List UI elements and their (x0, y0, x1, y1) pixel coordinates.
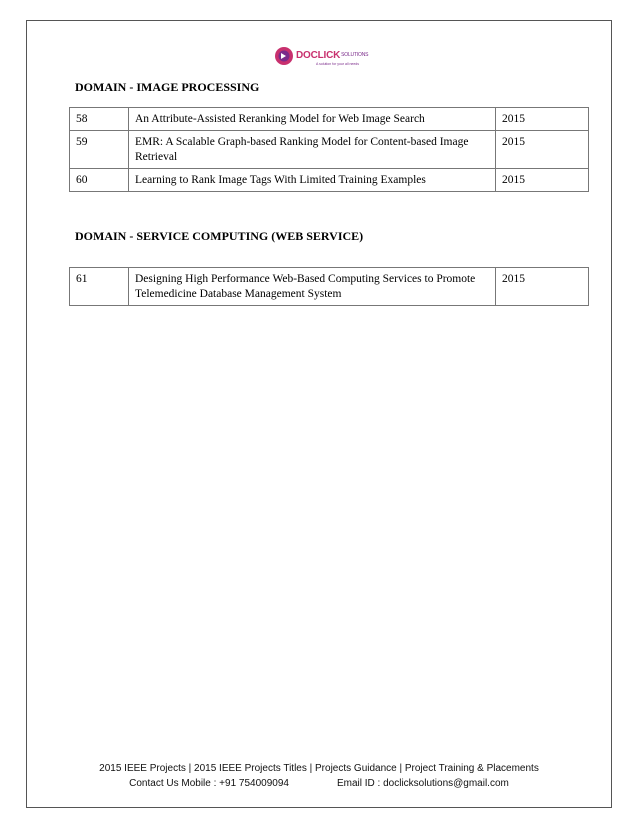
project-year: 2015 (496, 108, 589, 131)
table-row (70, 268, 589, 306)
footer-email: Email ID : doclicksolutions@gmail.com (336, 778, 509, 789)
project-table (69, 267, 589, 306)
doclick-logo-icon (274, 46, 294, 66)
table-row (70, 169, 589, 192)
footer-mobile: Contact Us Mobile : +91 754009094 (129, 778, 289, 789)
project-year: 2015 (496, 268, 589, 306)
footer-links: 2015 IEEE Projects | 2015 IEEE Projects Titles | Projects Guidance | Project Training & Placements (99, 763, 539, 774)
project-title: EMR: A Scalable Graph-based Ranking Model for Content-based Image Retrieval (129, 131, 496, 169)
section-heading: DOMAIN - IMAGE PROCESSING (75, 80, 260, 94)
project-number: 58 (70, 108, 129, 131)
project-title: Learning to Rank Image Tags With Limited Training Examples (129, 169, 496, 192)
logo-brand: $DOCLICK^{SOLUTIONS}$ (296, 50, 369, 61)
project-title: An Attribute-Assisted Reranking Model for Web Image Search (129, 108, 496, 131)
project-title: Designing High Performance Web-Based Computing Services to Promote Telemedicine Database Management System (129, 268, 496, 306)
project-year: 2015 (496, 169, 589, 192)
project-table (69, 107, 589, 192)
project-number: 59 (70, 131, 129, 169)
logo-tagline: A solution for your all needs (316, 62, 359, 66)
project-year: 2015 (496, 131, 589, 169)
table-row (70, 108, 589, 131)
project-number: 61 (70, 268, 129, 306)
table-row (70, 131, 589, 169)
company-logo (274, 44, 370, 70)
project-number: 60 (70, 169, 129, 192)
section-heading: DOMAIN - SERVICE COMPUTING (WEB SERVICE) (75, 229, 364, 243)
footer-contact (26, 778, 612, 789)
